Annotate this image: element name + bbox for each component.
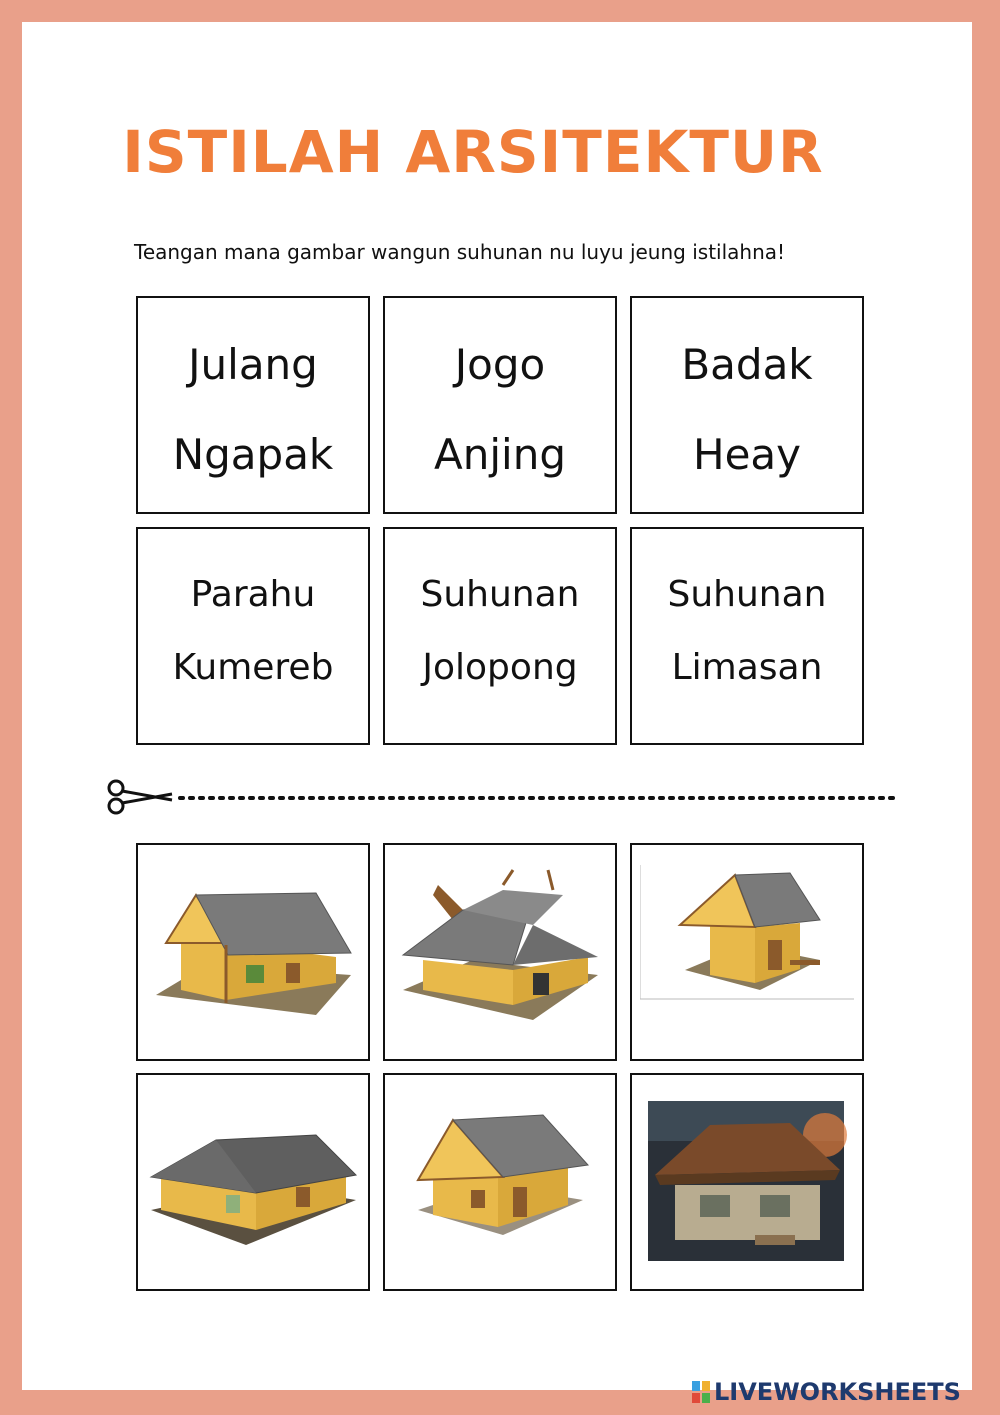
image-card-6[interactable] [630, 1073, 864, 1291]
term-line-1: Badak [681, 340, 813, 389]
instruction-text: Teangan mana gambar wangun suhunan nu luyu jeung istilahna! [134, 240, 786, 264]
worksheet-title: ISTILAH ARSITEKTUR [122, 118, 824, 186]
image-card-5[interactable] [383, 1073, 617, 1291]
term-line-1: Jogo [454, 340, 546, 389]
term-line-2: Anjing [434, 430, 566, 479]
image-card-3[interactable] [630, 843, 864, 1061]
term-card-1[interactable] [136, 296, 370, 514]
image-card-2[interactable] [383, 843, 617, 1061]
house-hip-roof-icon [146, 1095, 360, 1265]
image-card-4[interactable] [136, 1073, 370, 1291]
term-line-1: Julang [188, 340, 318, 389]
cut-line [104, 770, 904, 820]
term-card-4[interactable] [136, 527, 370, 745]
liveworksheets-logo-icon [692, 1381, 710, 1403]
house-parahu-roof-icon [393, 1095, 607, 1265]
term-line-2: Ngapak [172, 430, 334, 479]
house-julang-ngapak-roof-icon [393, 865, 607, 1035]
brand-text: LIVEWORKSHEETS [714, 1378, 961, 1406]
term-line-1: Suhunan [667, 574, 827, 615]
house-small-gable-icon [640, 865, 854, 1035]
term-line-2: Limasan [671, 647, 823, 688]
image-card-1[interactable] [136, 843, 370, 1061]
term-line-1: Suhunan [420, 574, 580, 615]
term-line-2: Jolopong [422, 647, 578, 688]
term-card-6[interactable] [630, 527, 864, 745]
brand-logo [692, 1378, 961, 1406]
term-line-2: Heay [692, 430, 801, 479]
term-line-2: Kumereb [172, 647, 334, 688]
term-card-2[interactable] [383, 296, 617, 514]
term-card-5[interactable] [383, 527, 617, 745]
house-gable-roof-icon [146, 865, 360, 1035]
term-line-1: Parahu [190, 574, 316, 615]
scissors-icon [104, 770, 904, 820]
house-photo-icon [640, 1095, 854, 1265]
term-card-3[interactable] [630, 296, 864, 514]
